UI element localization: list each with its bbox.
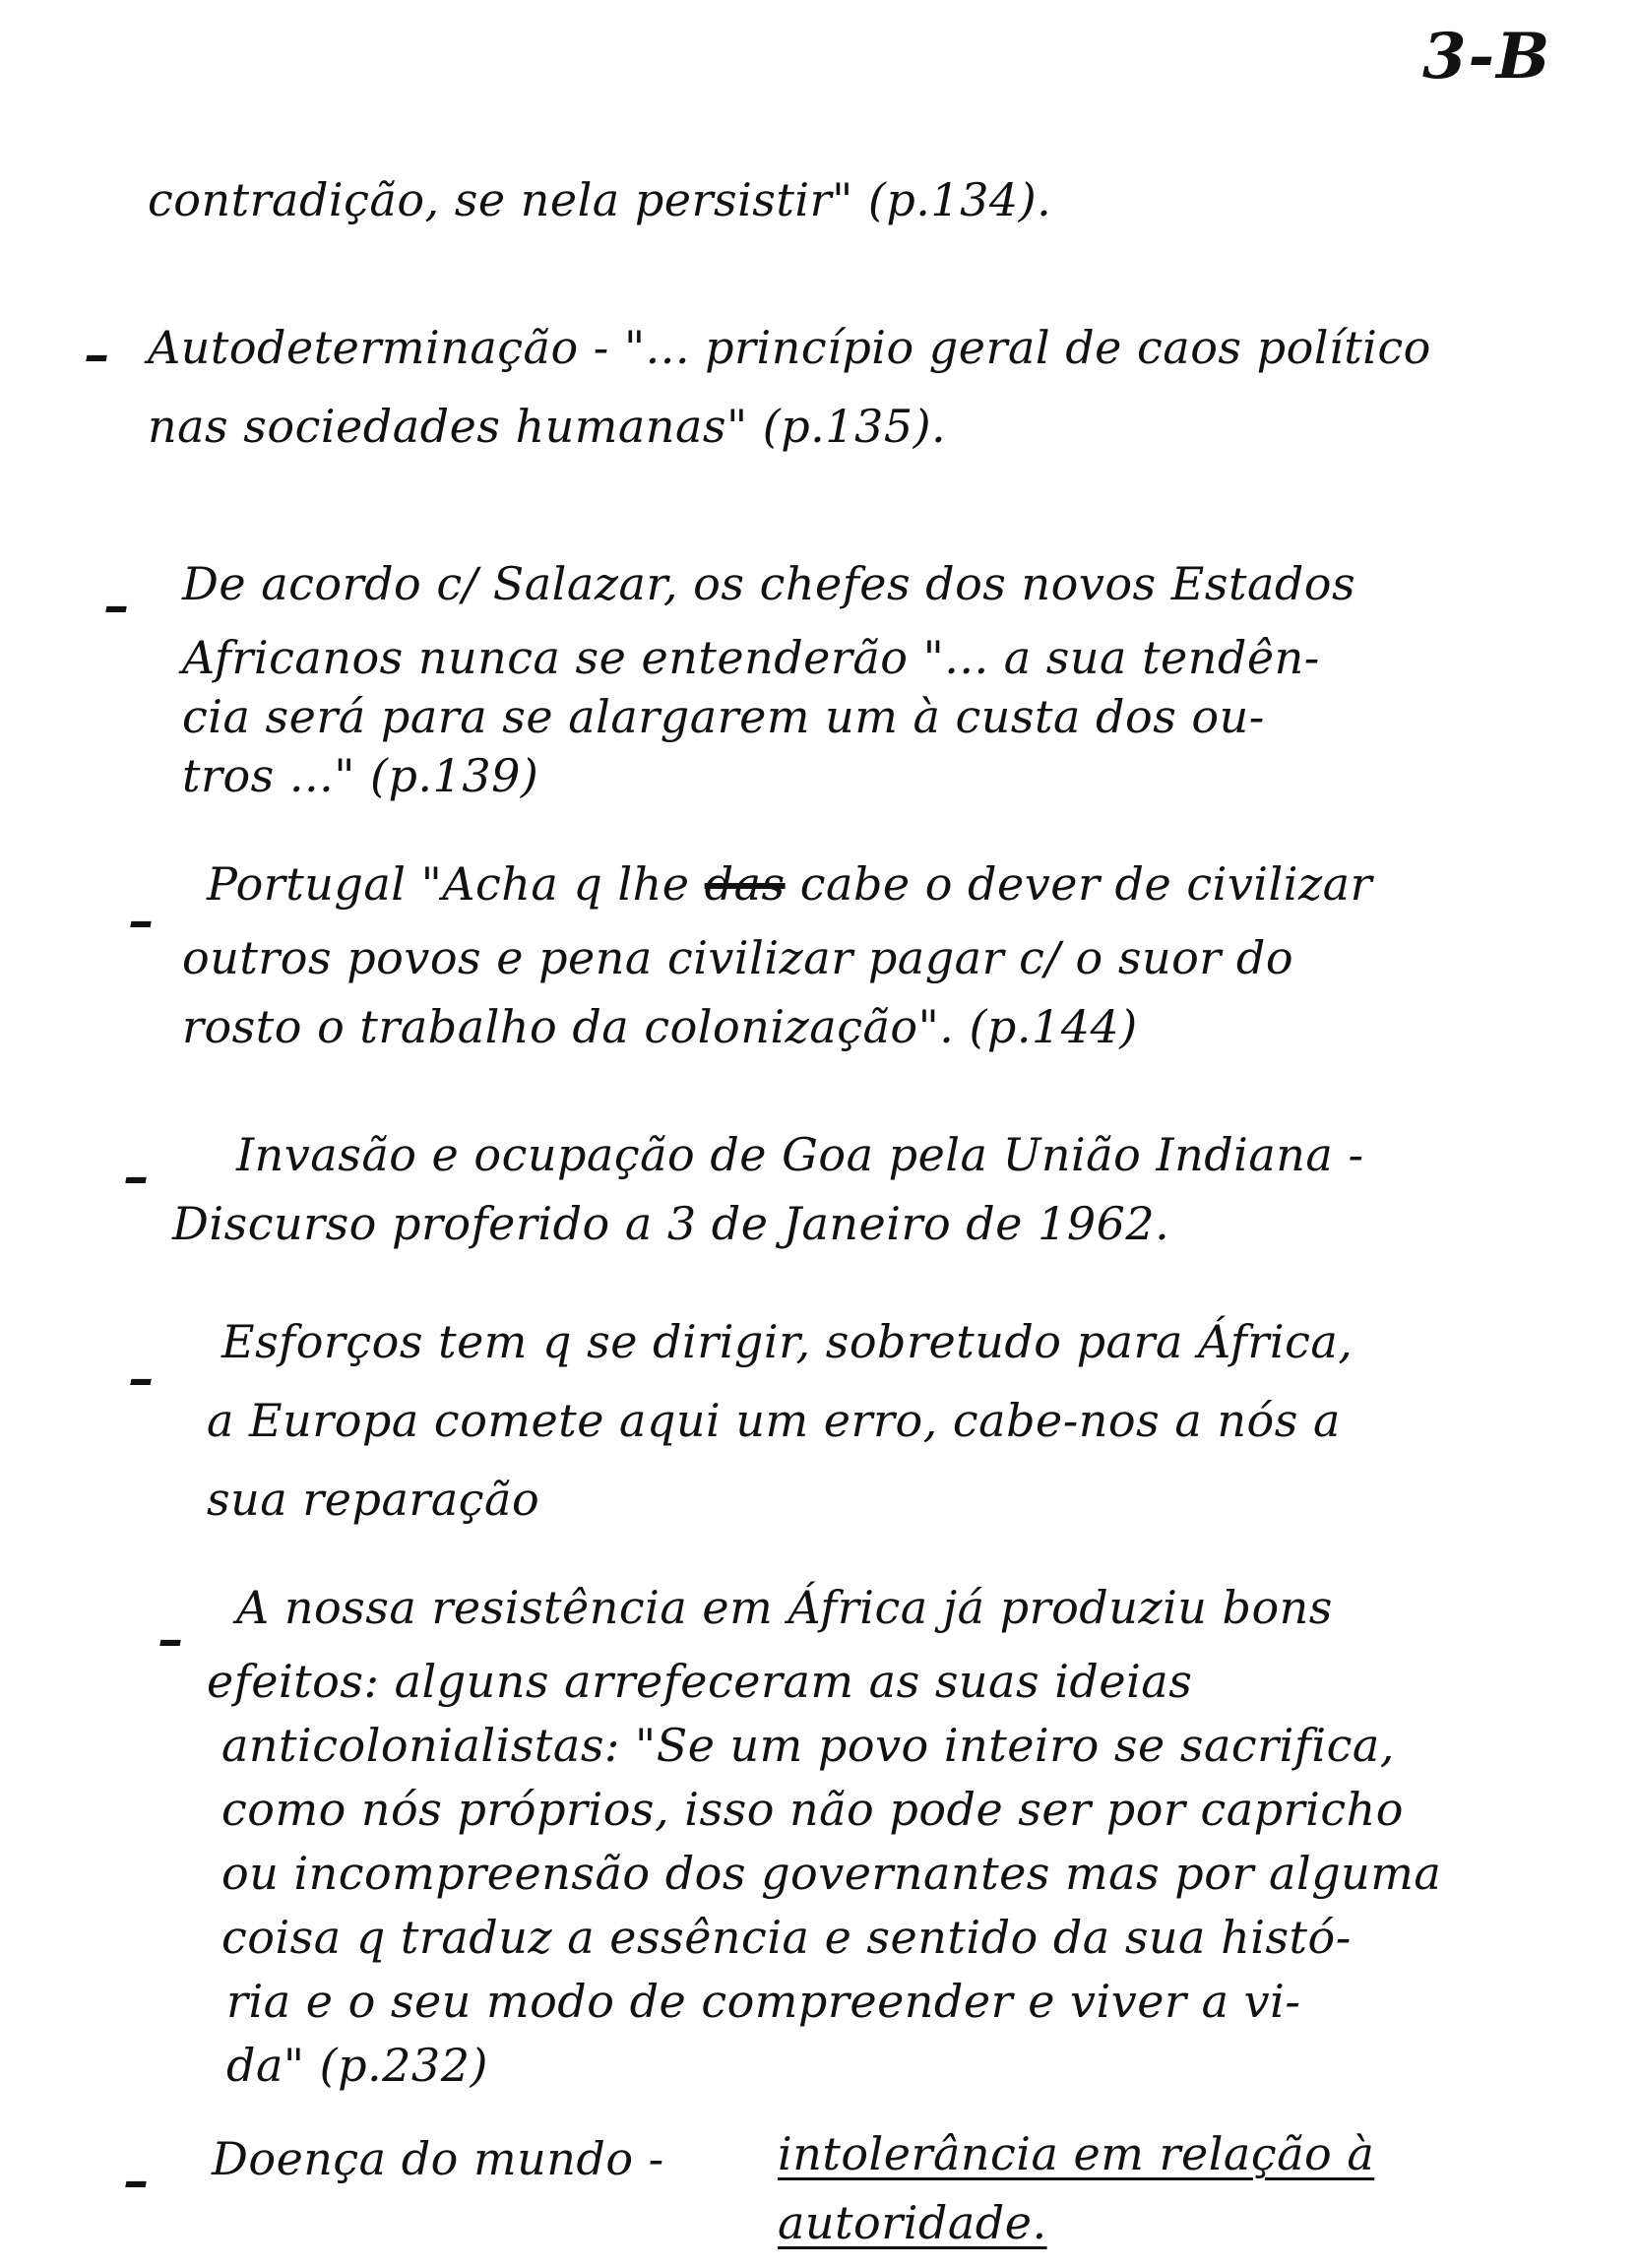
note-line: como nós próprios, isso não pode ser por capricho	[221, 1783, 1404, 1836]
note-line: contradição, se nela persistir" (p.134).	[148, 173, 1052, 226]
note-line: Discurso proferido a 3 de Janeiro de 1962.	[172, 1197, 1170, 1250]
bullet-dash: –	[128, 891, 154, 951]
note-line: outros povos e pena civilizar pagar c/ o suor do	[182, 931, 1294, 984]
bullet-dash: –	[84, 325, 109, 385]
bullet-dash: –	[128, 1349, 154, 1409]
note-line: De acordo c/ Salazar, os chefes dos novos Estados	[182, 557, 1356, 610]
struck-word: das	[704, 857, 786, 911]
note-line: cia será para se alargarem um à custa dos ou-	[182, 690, 1265, 743]
note-line: rosto o trabalho da colonização". (p.144)	[182, 1000, 1138, 1053]
note-line: da" (p.232)	[226, 2039, 488, 2092]
note-line: Esforços tem q se dirigir, sobretudo para África,	[221, 1315, 1354, 1368]
note-line: anticolonialistas: "Se um povo inteiro se sacrifica,	[221, 1719, 1395, 1772]
note-line: coisa q traduz a essência e sentido da sua histó-	[221, 1911, 1352, 1964]
note-line: Invasão e ocupação de Goa pela União Indiana -	[236, 1128, 1364, 1181]
bullet-dash: –	[123, 2151, 149, 2211]
note-line-end: cabe o dever de civilizar	[799, 857, 1373, 911]
note-line: ria e o seu modo de compreender e viver a vi-	[226, 1975, 1301, 2028]
note-line: sua reparação	[207, 1473, 540, 1526]
note-line: tros ..." (p.139)	[182, 749, 539, 802]
note-line: nas sociedades humanas" (p.135).	[148, 400, 947, 453]
note-line: efeitos: alguns arrefeceram as suas ideias	[207, 1655, 1193, 1708]
page-number: 3-B	[1422, 20, 1552, 94]
note-line: a Europa comete aqui um erro, cabe-nos a nós a	[207, 1394, 1341, 1447]
note-line: Doença do mundo -	[212, 2132, 664, 2185]
note-line: ou incompreensão dos governantes mas por alguma	[221, 1847, 1442, 1900]
underlined-phrase: autoridade.	[778, 2196, 1047, 2249]
note-line: Africanos nunca se entenderão "... a sua tendên-	[182, 631, 1320, 684]
bullet-dash: –	[103, 576, 129, 636]
bullet-dash: –	[158, 1609, 183, 1670]
note-line: A nossa resistência em África já produziu bons	[236, 1581, 1333, 1634]
bullet-dash: –	[123, 1147, 149, 1207]
note-line-start: Portugal "Acha q lhe	[207, 857, 690, 911]
note-line	[207, 857, 1373, 911]
note-line: Autodeterminação - "... princípio geral de caos político	[148, 321, 1431, 374]
underlined-phrase: intolerância em relação à	[778, 2127, 1375, 2180]
